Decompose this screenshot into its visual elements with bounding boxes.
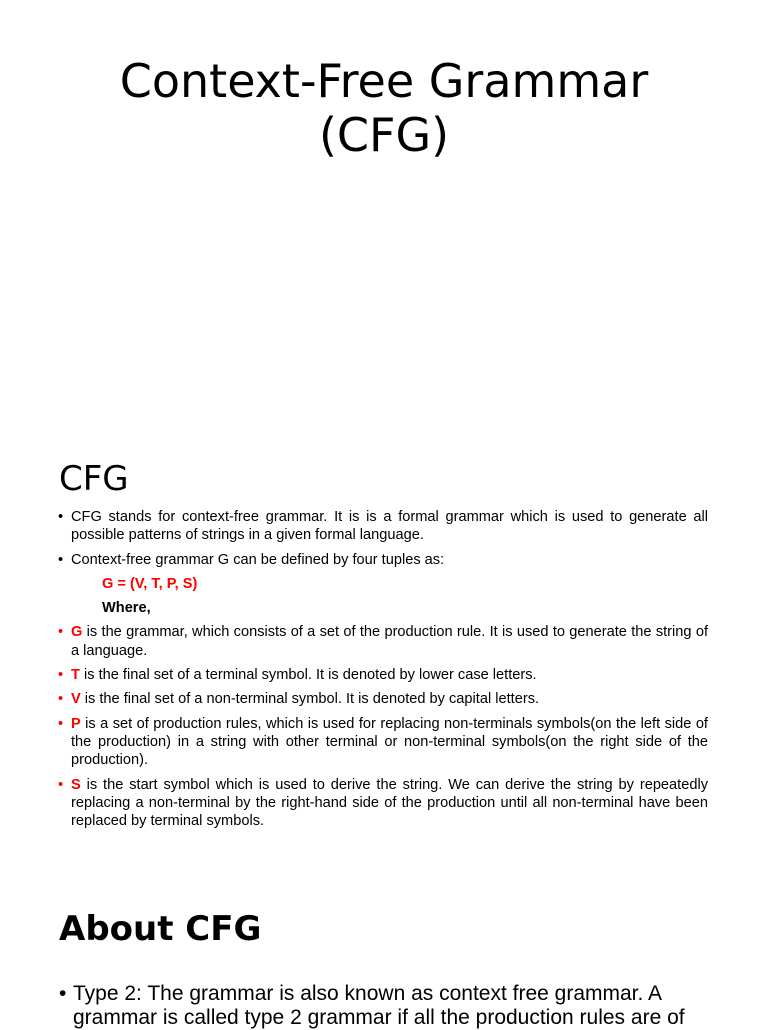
definition-item-v — [58, 690, 708, 708]
bullet-text: Context-free grammar G can be defined by four tuples as: — [71, 551, 445, 568]
about-cfg-heading: About CFG — [59, 909, 262, 949]
bullet-icon: • — [58, 776, 64, 793]
definition-item-g — [58, 623, 708, 660]
definition-text: is the grammar, which consists of a set of the production rule. It is used to generate the string of a language. — [71, 624, 708, 659]
definition-term: P — [71, 715, 81, 732]
bullet-icon: • — [58, 715, 64, 732]
definition-text: is the start symbol which is used to derive the string. We can derive the string by repeatedly replacing a non-terminal by the right-hand side of the production until all non-terminal have been replaced by terminal symbols. — [71, 776, 708, 830]
slide-title — [0, 54, 768, 162]
where-label: Where, — [102, 600, 151, 617]
bullet-icon: • — [58, 551, 64, 568]
bullet-icon: • — [59, 982, 67, 1005]
definition-term: V — [71, 691, 81, 708]
slide-title-line-1: Context-Free Grammar — [119, 54, 649, 108]
definition-item-t — [58, 666, 708, 684]
list-item — [58, 508, 708, 545]
formula-line — [58, 575, 708, 593]
definition-term: S — [71, 776, 81, 793]
grammar-tuple-formula: G = (V, T, P, S) — [102, 575, 198, 592]
definition-text: is the final set of a terminal symbol. It is denoted by lower case letters. — [79, 667, 537, 684]
definition-text: is the final set of a non-terminal symbol. It is denoted by capital letters. — [80, 691, 540, 708]
bullet-text: CFG stands for context-free grammar. It is is a formal grammar which is used to generate all possible patterns of strings in a given formal language. — [71, 509, 708, 544]
list-item — [59, 982, 709, 1030]
bullet-icon: • — [58, 624, 64, 641]
bullet-icon: • — [58, 667, 64, 684]
cfg-section-heading: CFG — [59, 459, 129, 499]
definition-text: is a set of production rules, which is used for replacing non-terminals symbols(on the left side of the production) in a string with other terminal or non-terminal symbols(on the right side of the production). — [71, 715, 708, 769]
where-line — [58, 599, 708, 617]
about-cfg-bullet-list — [59, 982, 709, 1030]
bullet-text: Type 2: The grammar is also known as context free grammar. A grammar is called type 2 grammar if all the production rules are of — [73, 982, 685, 1029]
list-item — [58, 551, 708, 569]
definition-item-p — [58, 715, 708, 770]
cfg-bullet-list — [58, 508, 708, 836]
bullet-icon: • — [58, 509, 64, 525]
definition-term: T — [71, 667, 80, 684]
bullet-icon: • — [58, 691, 64, 708]
definition-item-s — [58, 776, 708, 831]
definition-term: G — [71, 624, 83, 641]
slide-title-line-2: (CFG) — [318, 108, 450, 162]
